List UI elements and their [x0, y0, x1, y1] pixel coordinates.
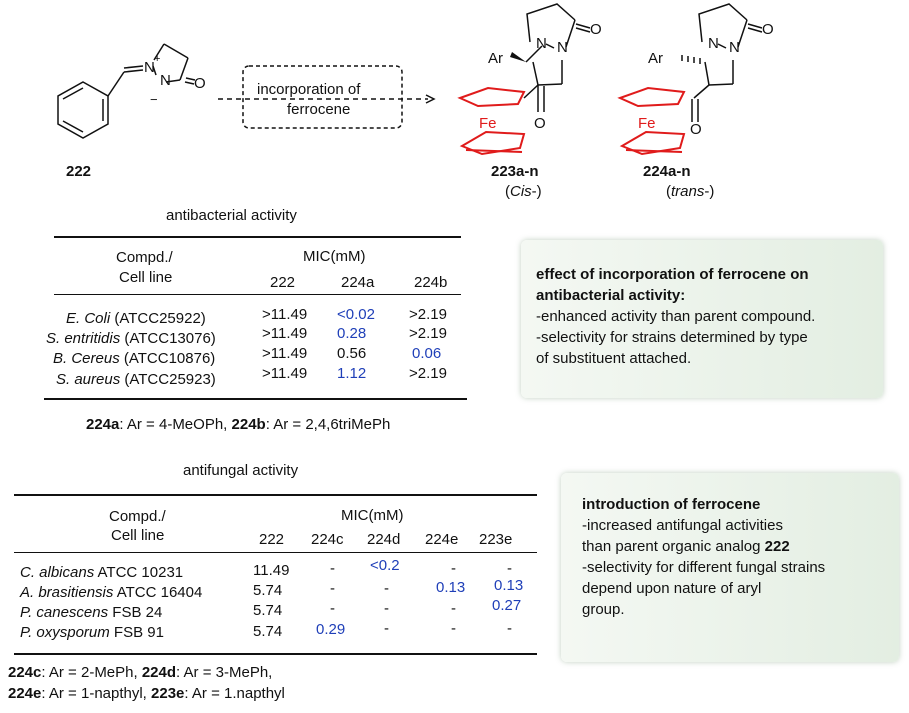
table-cell: <0.2 [370, 557, 400, 574]
table-cell: - [384, 600, 389, 617]
svg-text:Ar: Ar [648, 50, 663, 67]
table-cell: - [451, 560, 456, 577]
summary-line: -increased antifungal activities [582, 517, 783, 534]
svg-text:N: N [160, 72, 171, 89]
summary-title: effect of incorporation of ferrocene on [536, 266, 809, 283]
table-cell: >11.49 [262, 345, 308, 362]
table-rule-bottom [44, 398, 467, 400]
table-header-mic: MIC(mM) [303, 248, 366, 265]
summary-line: group. [582, 601, 625, 618]
compound-sub-223: (Cis-) [505, 183, 542, 200]
table-cell: 0.13 [494, 577, 524, 594]
svg-text:O: O [690, 121, 702, 138]
svg-text:Fe: Fe [638, 115, 656, 132]
svg-text:O: O [194, 75, 206, 92]
compound-224-structure [692, 4, 762, 122]
table-cell: <0.02 [337, 306, 375, 323]
compound-label-222: 222 [66, 163, 92, 180]
wedge-bond [510, 52, 526, 62]
table-row-label: B. Cereus (ATCC10876) [53, 350, 216, 367]
table-cell: 0.27 [492, 597, 522, 614]
table-row-label: S. aureus (ATCC25923) [56, 371, 216, 388]
compound-label-224: 224a-n [643, 163, 691, 180]
table-cell: 1.12 [337, 365, 367, 382]
table-rule-mid [54, 294, 461, 295]
table-cell: 5.74 [253, 623, 283, 640]
compound-sub-224: (trans-) [666, 183, 715, 200]
table-cell: >2.19 [409, 365, 447, 382]
table-col-header: 224a [341, 274, 375, 291]
table-rule-top [54, 236, 461, 238]
summary-title: introduction of ferrocene [582, 496, 761, 513]
svg-text:O: O [762, 21, 774, 38]
table-col-header: 222 [259, 531, 285, 548]
svg-text:N: N [536, 35, 547, 52]
table-header-compd: Compd./ [109, 508, 166, 525]
table-col-header: 224d [367, 531, 401, 548]
arrow-label-line1: incorporation of [257, 81, 361, 98]
svg-text:O: O [534, 115, 546, 132]
table-col-header: 224c [311, 531, 344, 548]
table-cell: - [330, 600, 335, 617]
table-rule-top [14, 494, 537, 496]
table-cell: - [451, 620, 456, 637]
antifungal-footnote: 224c: Ar = 2-MePh, 224d: Ar = 3-MePh, [8, 664, 273, 681]
antibacterial-title: antibacterial activity [166, 207, 297, 224]
table-cell: - [330, 560, 335, 577]
table-cell: 0.56 [337, 345, 367, 362]
table-header-cell-line: Cell line [119, 269, 173, 286]
svg-text:N: N [144, 59, 155, 76]
table-header-cell-line: Cell line [111, 527, 165, 544]
summary-title: antibacterial activity: [536, 287, 686, 304]
table-cell: - [384, 580, 389, 597]
table-cell: 5.74 [253, 602, 283, 619]
summary-line: of substituent attached. [536, 350, 692, 367]
table-col-header: 223e [479, 531, 513, 548]
table-cell: 5.74 [253, 582, 283, 599]
table-cell: >11.49 [262, 365, 308, 382]
table-row-label: E. Coli (ATCC25922) [66, 310, 206, 327]
table-header-mic: MIC(mM) [341, 507, 404, 524]
antifungal-title: antifungal activity [183, 462, 299, 479]
svg-text:N: N [708, 35, 719, 52]
table-col-header: 222 [270, 274, 296, 291]
table-cell: 0.28 [337, 325, 367, 342]
antifungal-footnote: 224e: Ar = 1-napthyl, 223e: Ar = 1.napthyl [8, 685, 285, 702]
compound-label-223: 223a-n [491, 163, 539, 180]
arrow-label-line2: ferrocene [287, 101, 351, 118]
table-col-header: 224e [425, 531, 459, 548]
reaction-scheme [0, 0, 909, 205]
svg-text:N: N [729, 39, 740, 56]
table-cell: 0.13 [436, 579, 466, 596]
hash-bond [682, 55, 700, 64]
summary-line: depend upon nature of aryl [582, 580, 762, 597]
svg-text:O: O [590, 21, 602, 38]
table-cell: 0.06 [412, 345, 442, 362]
antifungal-summary-box [561, 473, 899, 662]
antibacterial-summary-box [521, 240, 883, 398]
summary-line: -enhanced activity than parent compound. [536, 308, 816, 325]
table-row-label: C. albicans ATCC 10231 [20, 564, 184, 581]
compound-223-structure [524, 4, 590, 112]
summary-line: -selectivity for different fungal strains [582, 559, 826, 576]
table-cell: - [451, 600, 456, 617]
table-header-compd: Compd./ [116, 249, 173, 266]
table-cell: - [507, 560, 512, 577]
table-cell: 0.29 [316, 621, 346, 638]
table-cell: - [384, 620, 389, 637]
summary-line: than parent organic analog 222 [582, 538, 790, 555]
compound-222-structure [58, 44, 195, 138]
table-row-label: S. entritidis (ATCC13076) [46, 330, 216, 347]
table-col-header: 224b [414, 274, 448, 291]
table-cell: >11.49 [262, 325, 308, 342]
table-row-label: P. oxysporum FSB 91 [20, 624, 164, 641]
table-row-label: A. brasitiensis ATCC 16404 [20, 584, 203, 601]
table-cell: >2.19 [409, 325, 447, 342]
table-row-label: P. canescens FSB 24 [20, 604, 163, 621]
svg-text:−: − [150, 92, 158, 107]
svg-text:Fe: Fe [479, 115, 497, 132]
table-rule-bottom [14, 653, 537, 655]
table-cell: >11.49 [262, 306, 308, 323]
antibacterial-footnote: 224a: Ar = 4-MeOPh, 224b: Ar = 2,4,6triMePh [86, 416, 391, 433]
svg-text:Ar: Ar [488, 50, 503, 67]
table-cell: 11.49 [253, 562, 290, 579]
svg-text:N: N [557, 39, 568, 56]
table-rule-mid [14, 552, 537, 553]
table-cell: - [330, 580, 335, 597]
svg-text:+: + [154, 53, 161, 65]
table-cell: - [507, 620, 512, 637]
summary-line: -selectivity for strains determined by type [536, 329, 808, 346]
table-cell: >2.19 [409, 306, 447, 323]
